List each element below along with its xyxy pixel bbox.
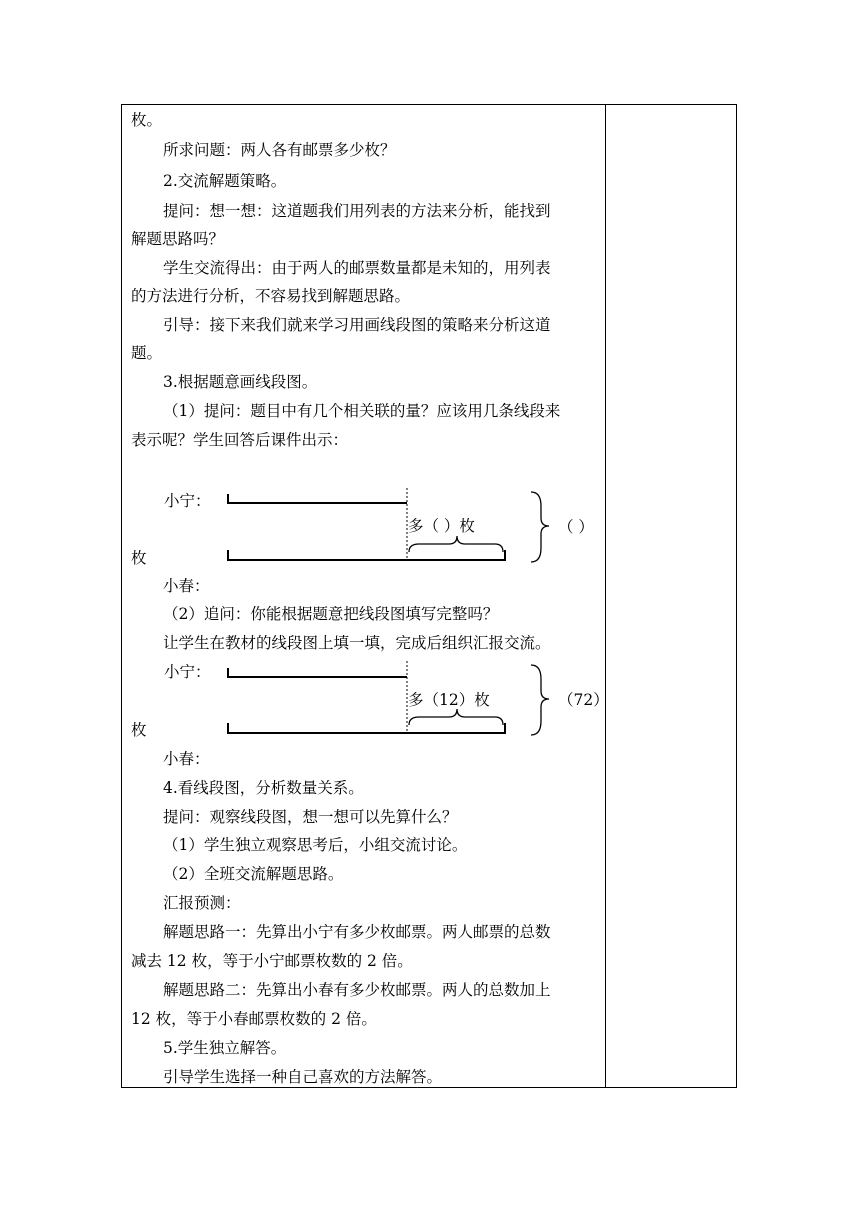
total-label: （72）	[558, 691, 609, 709]
text-line: 小春：	[163, 577, 210, 595]
segment-diagram-1	[121, 478, 605, 578]
segment-label-xiaoning: 小宁：	[164, 492, 211, 510]
difference-label: 多（ ）枚	[408, 517, 475, 535]
text-line: 让学生在教材的线段图上填一填，完成后组织汇报交流。	[163, 634, 551, 652]
text-line: 所求问题：两人各有邮票多少枚？	[163, 141, 396, 159]
text-line: 解题思路二：先算出小春有多少枚邮票。两人的总数加上	[163, 981, 551, 999]
segment-diagram-2	[121, 655, 609, 755]
text-line: 提问：观察线段图，想一想可以先算什么？	[163, 808, 458, 826]
table-column-divider	[605, 104, 606, 1088]
total-label: （ ）	[558, 518, 594, 536]
text-line: 枚。	[131, 111, 163, 129]
text-line: 2.交流解题策略。	[163, 172, 287, 190]
text-line: 小春：	[163, 750, 210, 768]
text-line: 4.看线段图，分析数量关系。	[163, 779, 364, 797]
text-line: 3.根据题意画线段图。	[163, 373, 318, 391]
difference-label: 多（12）枚	[408, 691, 490, 709]
text-line: 题。	[131, 344, 163, 362]
text-line: 12 枚，等于小春邮票枚数的 2 倍。	[131, 1010, 377, 1028]
text-line: 减去 12 枚，等于小宁邮票枚数的 2 倍。	[131, 952, 413, 970]
text-line: 引导学生选择一种自己喜欢的方法解答。	[163, 1068, 443, 1086]
text-line: 提问：想一想：这道题我们用列表的方法来分析，能找到	[163, 202, 551, 220]
segment-label-xiaoning: 小宁：	[164, 663, 211, 681]
text-line: 5.学生独立解答。	[163, 1039, 287, 1057]
text-line: （1）提问：题目中有几个相关联的量？应该用几条线段来	[163, 402, 561, 420]
unit-label: 枚	[131, 549, 147, 567]
text-line: 解题思路一：先算出小宁有多少枚邮票。两人邮票的总数	[163, 923, 551, 941]
text-line: （2）追问：你能根据题意把线段图填写完整吗？	[163, 605, 499, 623]
text-line: 解题思路吗？	[131, 230, 225, 248]
unit-label: 枚	[131, 721, 147, 739]
text-line: （2）全班交流解题思路。	[163, 865, 344, 883]
text-line: 引导：接下来我们就来学习用画线段图的策略来分析这道	[163, 316, 551, 334]
text-line: 学生交流得出：由于两人的邮票数量都是未知的，用列表	[163, 259, 551, 277]
text-line: 表示呢？学生回答后课件出示：	[131, 431, 349, 449]
text-line: 的方法进行分析，不容易找到解题思路。	[131, 287, 411, 305]
text-line: （1）学生独立观察思考后，小组交流讨论。	[163, 836, 468, 854]
text-line: 汇报预测：	[163, 894, 241, 912]
